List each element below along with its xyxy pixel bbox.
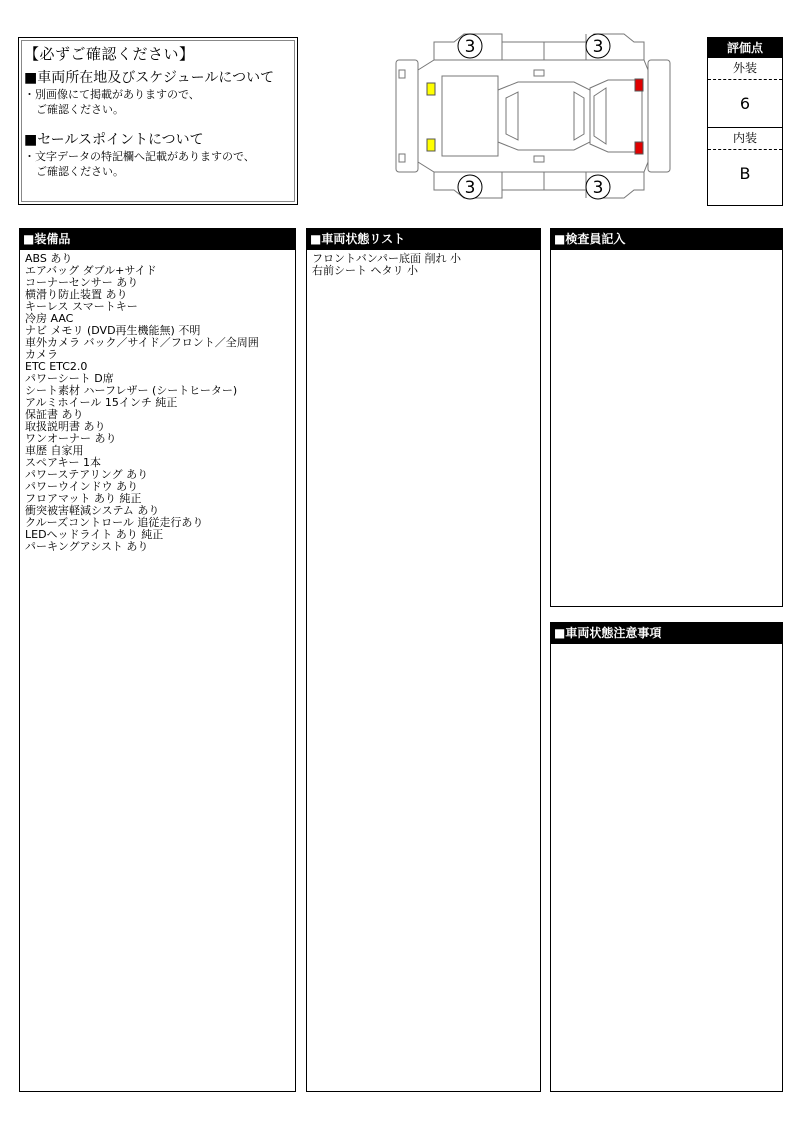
interior-label: 内装 — [708, 127, 782, 150]
equipment-item: コーナーセンサー あり — [25, 276, 139, 289]
vehicle-notes-header: ■車両状態注意事項 — [551, 623, 782, 644]
front-lamp-lower — [427, 139, 435, 151]
notice-section1-line2: ご確認ください。 — [36, 103, 124, 116]
equipment-item: ワンオーナー あり — [25, 432, 117, 445]
equipment-item: ETC ETC2.0 — [25, 360, 88, 373]
rear-lamp-lower — [635, 142, 643, 154]
vehicle-status-item: フロントバンパー底面 削れ 小 — [312, 252, 462, 265]
rating-box — [707, 37, 783, 206]
tire-score-front-left: 3 — [464, 37, 476, 57]
vehicle-notes-panel — [550, 622, 783, 1092]
equipment-item: パワーウインドウ あり — [25, 480, 139, 493]
equipment-item: スペアキー 1本 — [25, 456, 102, 469]
equipment-item: ナビ メモリ (DVD再生機能無) 不明 — [25, 324, 201, 337]
rear-lamp-upper — [635, 79, 643, 91]
notice-section1-heading: ■車両所在地及びスケジュールについて — [24, 70, 275, 86]
equipment-item: 保証書 あり — [25, 408, 84, 421]
vehicle-status-item: 右前シート ヘタリ 小 — [312, 264, 418, 277]
notice-section1-line1: ・別画像にて掲載がありますので、 — [24, 88, 200, 101]
equipment-item: キーレス スマートキー — [25, 300, 138, 313]
equipment-item: 衝突被害軽減システム あり — [25, 504, 160, 517]
equipment-header: ■装備品 — [20, 229, 295, 250]
equipment-item: 横滑り防止装置 あり — [25, 288, 128, 301]
tire-score-front-right: 3 — [464, 178, 476, 198]
interior-value: B — [739, 164, 751, 183]
notice-section2-line1: ・文字データの特記欄へ記載がありますので、 — [24, 150, 255, 163]
tire-score-rear-right: 3 — [592, 178, 604, 198]
equipment-item: パワーシート D席 — [25, 372, 114, 385]
equipment-item: フロアマット あり 純正 — [25, 492, 142, 505]
inspector-panel — [550, 228, 783, 607]
equipment-item: シート素材 ハーフレザー (シートヒーター) — [25, 384, 238, 397]
rating-header: 評価点 — [708, 38, 782, 58]
equipment-item: 冷房 AAC — [25, 312, 74, 325]
front-lamp-upper — [427, 83, 435, 95]
equipment-item: エアバッグ ダブル+サイド — [25, 264, 157, 277]
vehicle-status-header: ■車両状態リスト — [307, 229, 540, 250]
exterior-value: 6 — [739, 94, 751, 113]
notice-box — [18, 37, 298, 205]
equipment-item: 車歴 自家用 — [25, 444, 84, 457]
vehicle-status-panel — [306, 228, 541, 1092]
equipment-item: クルーズコントロール 追従走行あり — [25, 516, 204, 529]
notice-section2-line2: ご確認ください。 — [36, 165, 124, 178]
equipment-item: アルミホイール 15インチ 純正 — [25, 396, 178, 409]
car-diagram — [394, 30, 674, 202]
equipment-panel — [19, 228, 296, 1092]
notice-section2-heading: ■セールスポイントについて — [24, 132, 204, 148]
inspector-header: ■検査員記入 — [551, 229, 782, 250]
equipment-item: パーキングアシスト あり — [25, 540, 149, 553]
vehicle-status-list — [307, 250, 540, 277]
equipment-item: 取扱説明書 あり — [25, 420, 106, 433]
equipment-item: カメラ — [25, 348, 58, 361]
exterior-label: 外装 — [708, 58, 782, 80]
equipment-item: 車外カメラ バック／サイド／フロント／全周囲 — [25, 336, 259, 349]
equipment-item: LEDヘッドライト あり 純正 — [25, 528, 164, 541]
equipment-item: パワーステアリング あり — [25, 468, 149, 481]
equipment-list — [20, 250, 295, 553]
tire-score-rear-left: 3 — [592, 37, 604, 57]
equipment-item: ABS あり — [25, 252, 73, 265]
notice-title: 【必ずご確認ください】 — [24, 45, 195, 63]
